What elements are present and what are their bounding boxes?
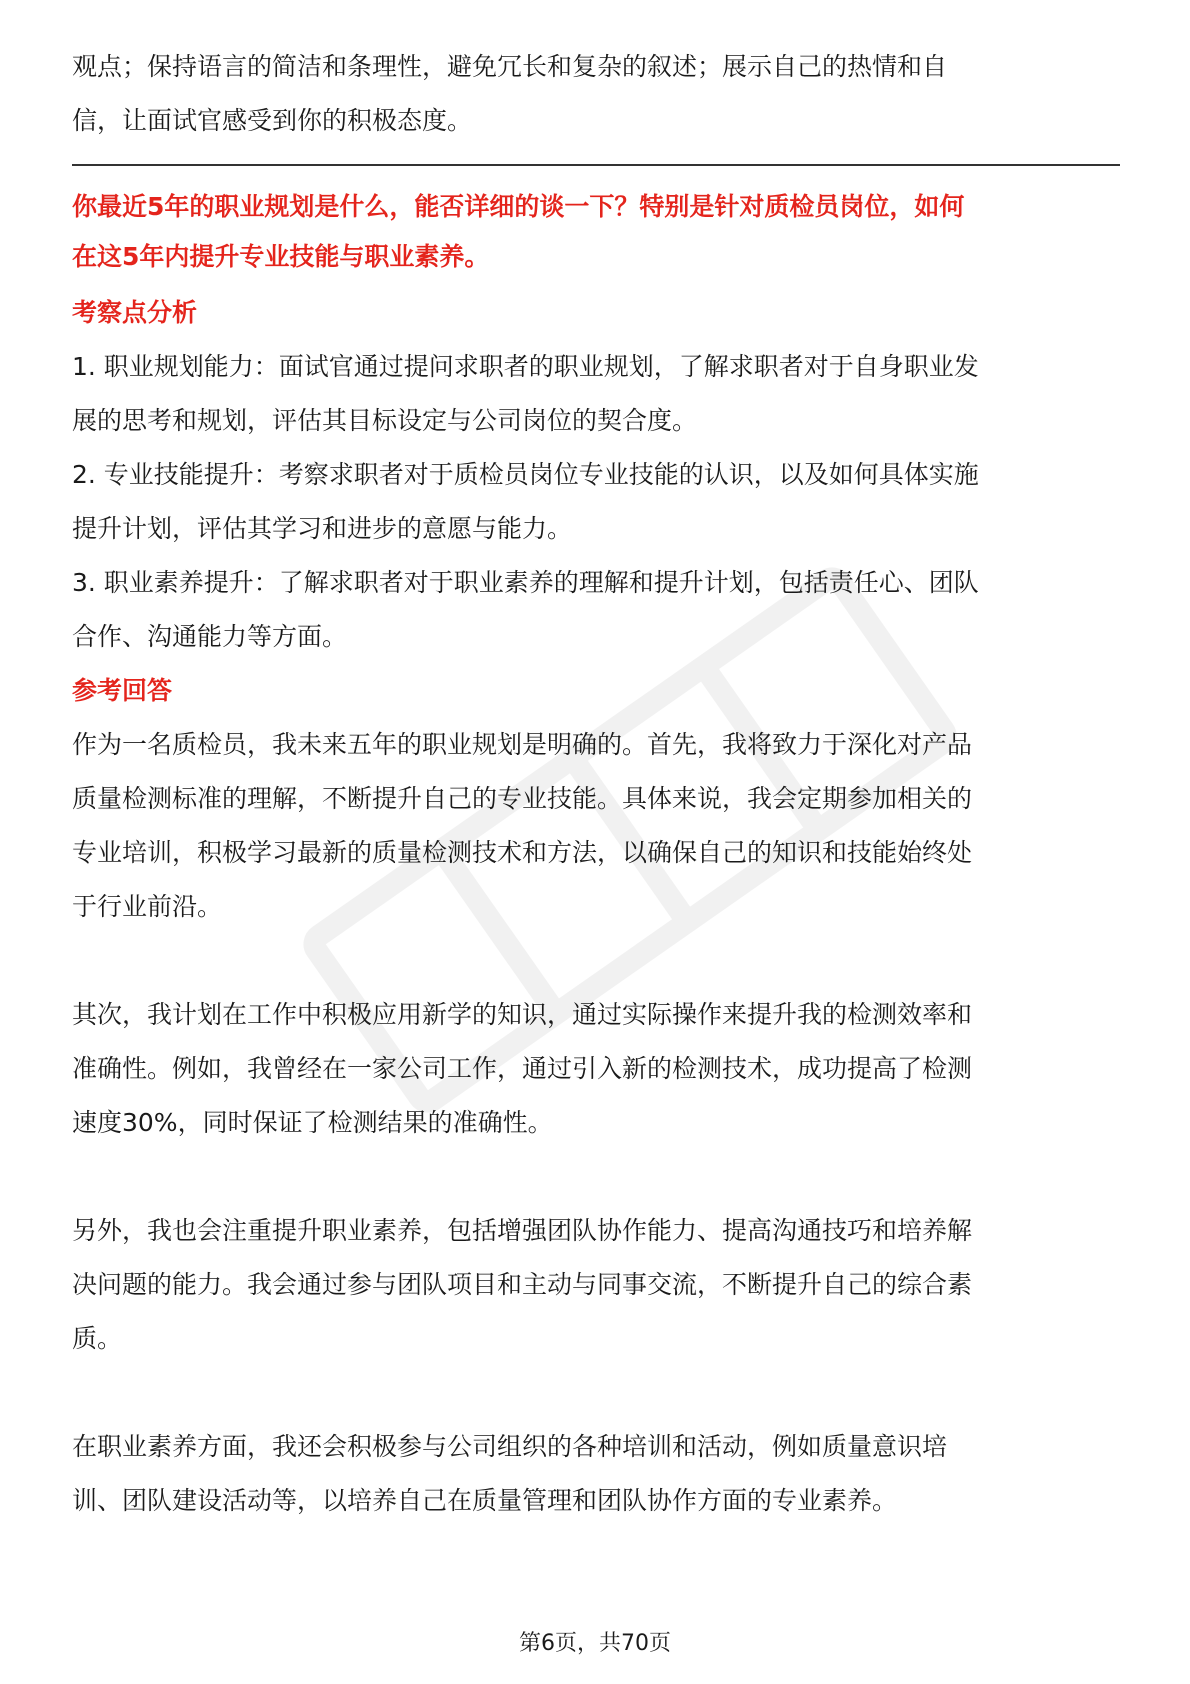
answer-line: 质量检测标准的理解，不断提升自己的专业技能。具体来说，我会定期参加相关的 <box>72 784 973 813</box>
analysis-line: 提升计划，评估其学习和进步的意愿与能力。 <box>72 514 573 543</box>
answer-line: 专业培训，积极学习最新的质量检测技术和方法，以确保自己的知识和技能始终处 <box>72 838 973 867</box>
answer-line: 在职业素养方面，我还会积极参与公司组织的各种培训和活动，例如质量意识培 <box>72 1432 948 1461</box>
analysis-title: 考察点分析 <box>72 298 198 327</box>
answer-line: 决问题的能力。我会通过参与团队项目和主动与同事交流，不断提升自己的综合素 <box>72 1270 973 1299</box>
answer-paragraph-4 <box>72 1420 1120 1528</box>
paragraph-gap <box>72 1366 1120 1420</box>
paragraph-gap <box>72 1150 1120 1204</box>
answer-paragraph-2 <box>72 988 1120 1150</box>
analysis-list <box>72 340 1120 664</box>
page-number: 第6页，共70页 <box>519 1631 671 1656</box>
answer-line: 另外，我也会注重提升职业素养，包括增强团队协作能力、提高沟通技巧和培养解 <box>72 1216 973 1245</box>
intro-line: 观点；保持语言的简洁和条理性，避免冗长和复杂的叙述；展示自己的热情和自 <box>72 52 948 81</box>
analysis-line: 1. 职业规划能力：面试官通过提问求职者的职业规划，了解求职者对于自身职业发 <box>72 352 979 381</box>
question <box>72 186 1120 278</box>
divider <box>72 164 1120 166</box>
analysis-line: 展的思考和规划，评估其目标设定与公司岗位的契合度。 <box>72 406 698 435</box>
answer-title: 参考回答 <box>72 676 173 705</box>
paragraph-gap <box>72 934 1120 988</box>
answer-paragraph-3 <box>72 1204 1120 1366</box>
answer-line: 速度30%，同时保证了检测结果的准确性。 <box>72 1108 553 1137</box>
question-line: 在这5年内提升专业技能与职业素养。 <box>72 242 490 271</box>
question-line: 你最近5年的职业规划是什么，能否详细的谈一下？特别是针对质检员岗位，如何 <box>72 192 965 221</box>
answer-line: 训、团队建设活动等，以培养自己在质量管理和团队协作方面的专业素养。 <box>72 1486 898 1515</box>
answer-line: 准确性。例如，我曾经在一家公司工作，通过引入新的检测技术，成功提高了检测 <box>72 1054 973 1083</box>
analysis-line: 合作、沟通能力等方面。 <box>72 622 348 651</box>
answer-line: 质。 <box>72 1324 123 1353</box>
intro-line: 信，让面试官感受到你的积极态度。 <box>72 106 473 135</box>
answer-paragraph-1 <box>72 718 1120 934</box>
analysis-line: 2. 专业技能提升：考察求职者对于质检员岗位专业技能的认识，以及如何具体实施 <box>72 460 979 489</box>
answer-line: 于行业前沿。 <box>72 892 223 921</box>
answer-line: 其次，我计划在工作中积极应用新学的知识，通过实际操作来提升我的检测效率和 <box>72 1000 973 1029</box>
analysis-line: 3. 职业素养提升：了解求职者对于职业素养的理解和提升计划，包括责任心、团队 <box>72 568 979 597</box>
answer-line: 作为一名质检员，我未来五年的职业规划是明确的。首先，我将致力于深化对产品 <box>72 730 973 759</box>
document-page <box>72 40 1120 1528</box>
